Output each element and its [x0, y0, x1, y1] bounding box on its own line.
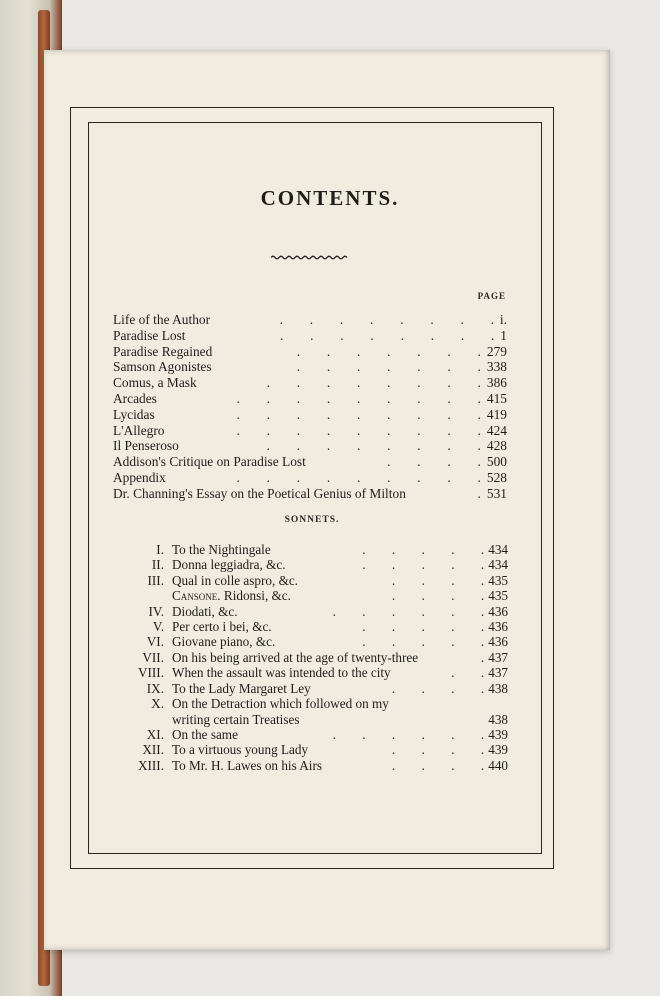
sonnet-title: To the Lady Margaret Ley — [172, 680, 311, 696]
sonnet-title: To a virtuous young Lady — [172, 742, 309, 758]
sonnet-title-continued: writing certain Treatises — [172, 712, 300, 727]
toc-entry-title: Addison's Critique on Paradise Lost — [113, 454, 306, 470]
sonnet-title: Donna leggiadra, &c. — [172, 557, 286, 573]
toc-entry — [113, 391, 507, 407]
toc-entry-title: Samson Agonistes — [113, 359, 212, 375]
toc-entry-title: L'Allegro — [113, 422, 165, 438]
page-column-header: PAGE — [477, 291, 506, 301]
leader-dots: . . . . . — [362, 557, 485, 573]
toc-entry-page: i. — [499, 312, 507, 327]
sonnet-title: Per certo i bei, &c. — [172, 619, 272, 634]
sonnet-title: On the same — [172, 726, 238, 742]
sonnet-entry — [120, 588, 508, 604]
leader-dots: . . . . . . . . — [279, 312, 494, 327]
leader-dots: . . . . — [391, 680, 485, 696]
sonnet-page: 435 — [488, 572, 508, 588]
sonnet-number: XIII. — [138, 757, 164, 773]
toc-entry-title: Dr. Channing's Essay on the Poetical Genius of Milton — [113, 485, 406, 501]
leader-dots: . . — [451, 665, 485, 681]
sonnet-page: 439 — [488, 726, 508, 742]
toc-entry-title: Lycidas — [113, 406, 155, 422]
toc-entry-page: 279 — [486, 343, 507, 359]
sonnet-title: When the assault was intended to the city — [172, 665, 391, 681]
leader-dots: . . . . . . . . — [280, 327, 495, 343]
toc-entry-title: Appendix — [113, 470, 166, 485]
leader-dots: . . . . . . . . . — [236, 470, 481, 485]
sonnet-page: 438 — [488, 680, 508, 696]
sonnet-entry — [120, 650, 508, 666]
sonnet-number: III. — [147, 572, 164, 588]
sonnet-page: 436 — [488, 603, 508, 619]
toc-entry-page: 531 — [486, 485, 507, 501]
leader-dots: . . . . — [391, 588, 485, 604]
toc-entry-page: 338 — [486, 359, 507, 375]
toc-entry-page: 424 — [486, 422, 507, 438]
sonnet-entry — [120, 634, 508, 650]
sonnet-title: To Mr. H. Lawes on his Airs — [172, 757, 322, 773]
sonnets-heading: SONNETS. — [284, 515, 340, 525]
wavy-ornament-rule — [271, 255, 349, 260]
sonnet-page: 440 — [488, 757, 508, 773]
sonnet-title: Giovane piano, &c. — [172, 634, 276, 650]
leader-dots: . . . . . . . . . — [236, 422, 481, 438]
sonnet-title: On the Detraction which followed on my — [172, 696, 389, 711]
sonnet-number: I. — [156, 542, 164, 557]
sonnet-page: 436 — [488, 619, 508, 634]
sonnet-page: 435 — [488, 588, 508, 604]
toc-entry-page: 528 — [486, 470, 507, 485]
sonnet-title: Qual in colle aspro, &c. — [172, 572, 298, 588]
toc-entry-page: 419 — [486, 406, 507, 422]
sonnet-entry — [120, 742, 508, 758]
toc-entry — [113, 454, 507, 470]
leader-dots: . . . . — [387, 454, 481, 470]
leader-dots: . . . . . . . . — [266, 438, 481, 454]
toc-entry — [113, 470, 507, 486]
toc-entry-page: 386 — [486, 375, 507, 391]
toc-entry-title: Comus, a Mask — [113, 375, 197, 391]
page-title: CONTENTS. — [260, 186, 400, 210]
sonnet-page: 437 — [488, 649, 508, 665]
sonnet-entry — [120, 758, 508, 774]
leader-dots: . . . . . . . — [296, 343, 481, 359]
toc-entry — [113, 359, 507, 375]
sonnet-page: 434 — [488, 557, 508, 573]
sonnet-page: 434 — [488, 542, 508, 557]
sonnet-title: To the Nightingale — [172, 542, 271, 557]
sonnet-title: Diodati, &c. — [172, 603, 238, 619]
leader-dots: . . . . . . . . . — [236, 391, 481, 406]
toc-entry-page: 1 — [500, 327, 507, 343]
sonnet-number: V. — [152, 619, 164, 634]
sonnet-number: XII. — [142, 742, 164, 758]
leader-dots: . . . . . . . . — [266, 375, 481, 391]
toc-entry-page: 428 — [486, 438, 507, 454]
sonnet-number: VII. — [142, 649, 164, 665]
toc-entry — [113, 344, 507, 360]
sonnet-entry — [120, 604, 508, 620]
sonnet-entry — [120, 696, 508, 727]
toc-entry-page: 500 — [486, 454, 507, 470]
sonnet-entry — [120, 557, 508, 573]
sonnet-entry — [120, 619, 508, 635]
sonnet-number: IV. — [148, 603, 164, 619]
sonnet-number: X. — [151, 696, 164, 711]
leader-dots: . — [477, 485, 481, 501]
sonnet-page: 439 — [488, 742, 508, 758]
toc-entry — [113, 407, 507, 423]
sonnet-number: II. — [151, 557, 164, 573]
sonnet-title: On his being arrived at the age of twenty-three — [172, 649, 419, 665]
sonnet-page: 437 — [488, 665, 508, 681]
toc-entry — [113, 312, 507, 328]
toc-entry — [113, 328, 507, 344]
sonnet-number: VI. — [146, 634, 164, 650]
toc-entry-title: Life of the Author — [113, 312, 211, 327]
leader-dots: . . . . . — [362, 619, 485, 634]
sonnet-entry — [120, 665, 508, 681]
sonnet-title: Cansone. Ridonsi, &c. — [172, 588, 291, 604]
leader-dots: . . . . . . — [332, 726, 485, 742]
leader-dots: . . . . — [391, 742, 485, 758]
toc-entry — [113, 423, 507, 439]
leader-dots: . . . . . . — [332, 603, 485, 619]
leader-dots: . . . . — [391, 757, 485, 773]
leader-dots: . . . . — [391, 572, 485, 588]
leader-dots: . . . . . — [362, 542, 485, 557]
leader-dots: . — [480, 649, 485, 665]
toc-entry — [113, 375, 507, 391]
sonnet-number: IX. — [146, 680, 164, 696]
toc-entry-title: Paradise Lost — [113, 327, 186, 343]
toc-entry-title: Il Penseroso — [113, 438, 179, 454]
leader-dots: . . . . . — [362, 634, 485, 650]
leader-dots: . . . . . . . . . — [236, 406, 481, 422]
leader-dots: . . . . . . . — [296, 359, 481, 375]
sonnet-entry — [120, 681, 508, 697]
toc-entry — [113, 486, 507, 502]
toc-entry — [113, 438, 507, 454]
sonnet-entry — [120, 542, 508, 558]
sonnet-number: VIII. — [138, 665, 164, 681]
sonnet-entry — [120, 573, 508, 589]
sonnet-page: 438 — [488, 712, 508, 727]
sonnet-entry — [120, 727, 508, 743]
sonnet-number: XI. — [146, 726, 164, 742]
toc-entry-page: 415 — [486, 391, 507, 406]
sonnet-page: 436 — [488, 634, 508, 650]
toc-entry-title: Arcades — [113, 391, 157, 406]
toc-entry-title: Paradise Regained — [113, 343, 213, 359]
